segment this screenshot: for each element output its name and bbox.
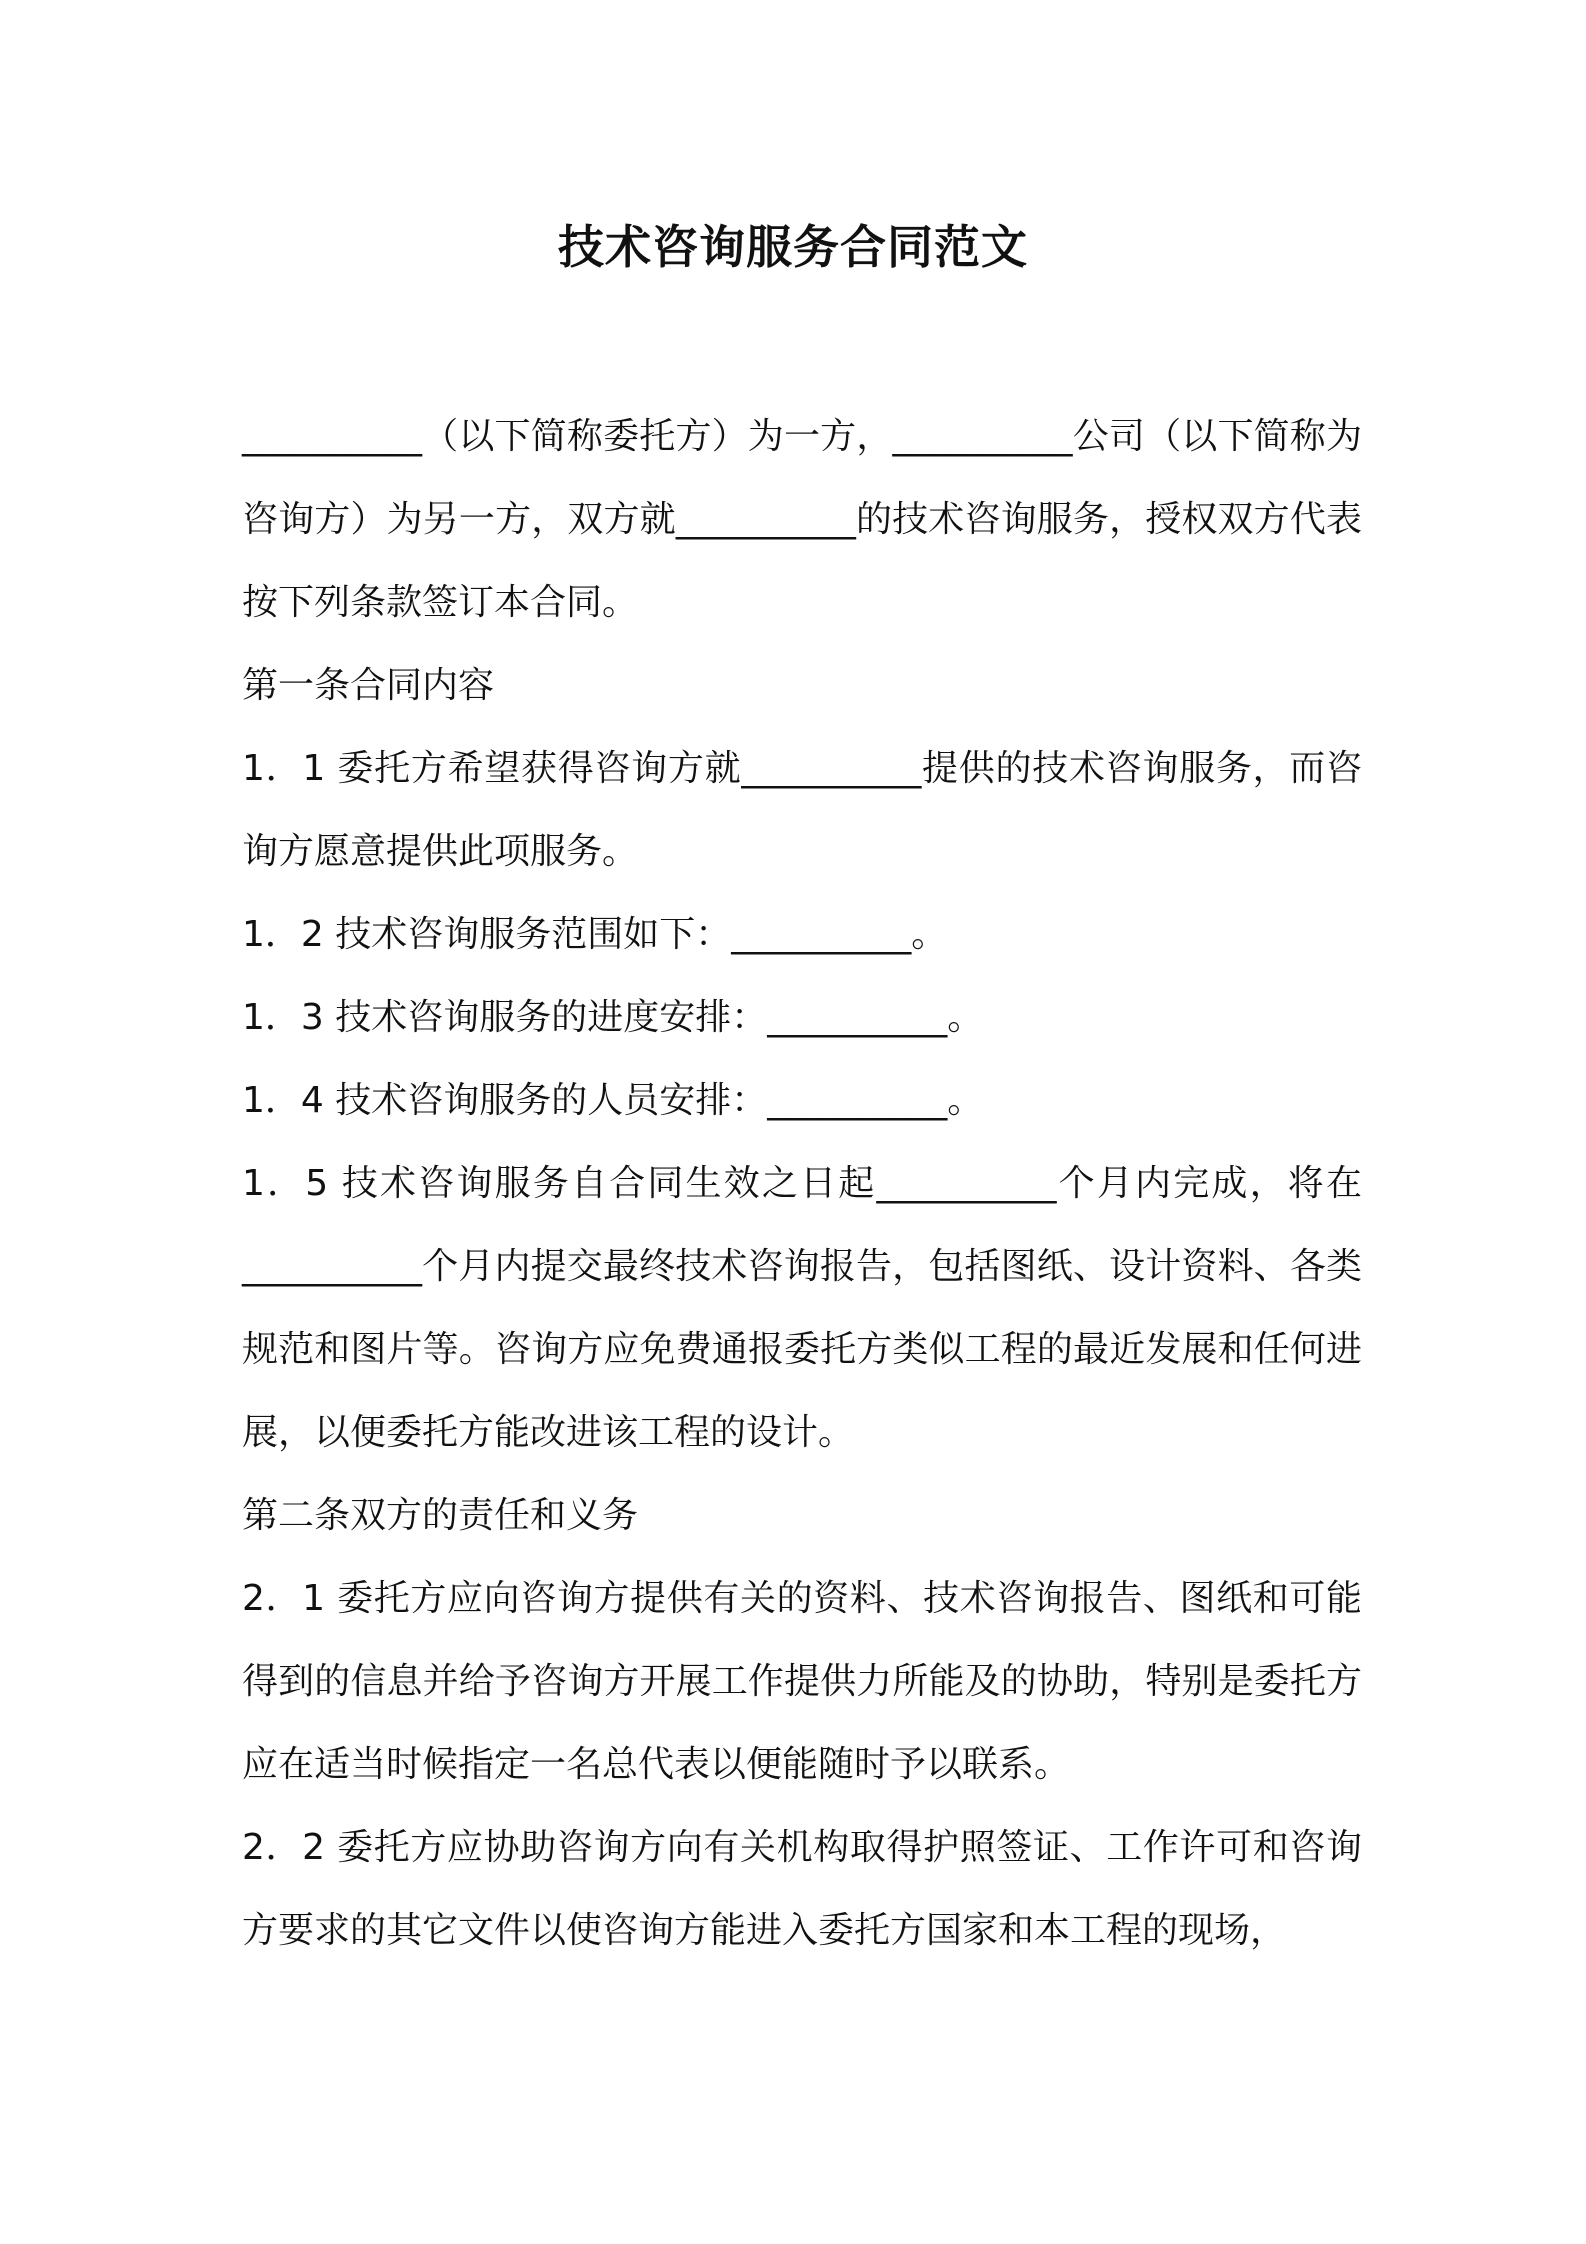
clause-1-2: 1．2 技术咨询服务范围如下：__________。 bbox=[242, 914, 948, 955]
clause-2-1: 2．1 委托方应向咨询方提供有关的资料、技术咨询报告、图纸和可能得到的信息并给予咨询方开展工作提供力所能及的协助，特别是委托方应在适当时候指定一名总代表以便能随时予以联系。 bbox=[242, 1578, 1362, 1785]
document-title: 技术咨询服务合同范文 bbox=[558, 220, 1028, 274]
document-body bbox=[242, 395, 1362, 1972]
section-2-heading: 第二条双方的责任和义务 bbox=[242, 1495, 639, 1536]
section-1-heading: 第一条合同内容 bbox=[242, 665, 495, 706]
clause-1-3: 1．3 技术咨询服务的进度安排：__________。 bbox=[242, 997, 984, 1038]
clause-1-4: 1．4 技术咨询服务的人员安排：__________。 bbox=[242, 1080, 984, 1121]
clause-2-2: 2．2 委托方应协助咨询方向有关机构取得护照签证、工作许可和咨询方要求的其它文件以使咨询方能进入委托方国家和本工程的现场， bbox=[242, 1827, 1362, 1951]
intro-paragraph: __________（以下简称委托方）为一方，__________公司（以下简称为咨询方）为另一方，双方就__________的技术咨询服务，授权双方代表按下列条款签订本合同。 bbox=[242, 416, 1362, 623]
clause-1-1: 1．1 委托方希望获得咨询方就__________提供的技术咨询服务，而咨询方愿意提供此项服务。 bbox=[242, 748, 1362, 872]
clause-1-5: 1．5 技术咨询服务自合同生效之日起__________个月内完成，将在__________个月内提交最终技术咨询报告，包括图纸、设计资料、各类规范和图片等。咨询方应免费通报委托方类似工程的最近发展和任何进展，以便委托方能改进该工程的设计。 bbox=[242, 1163, 1362, 1453]
